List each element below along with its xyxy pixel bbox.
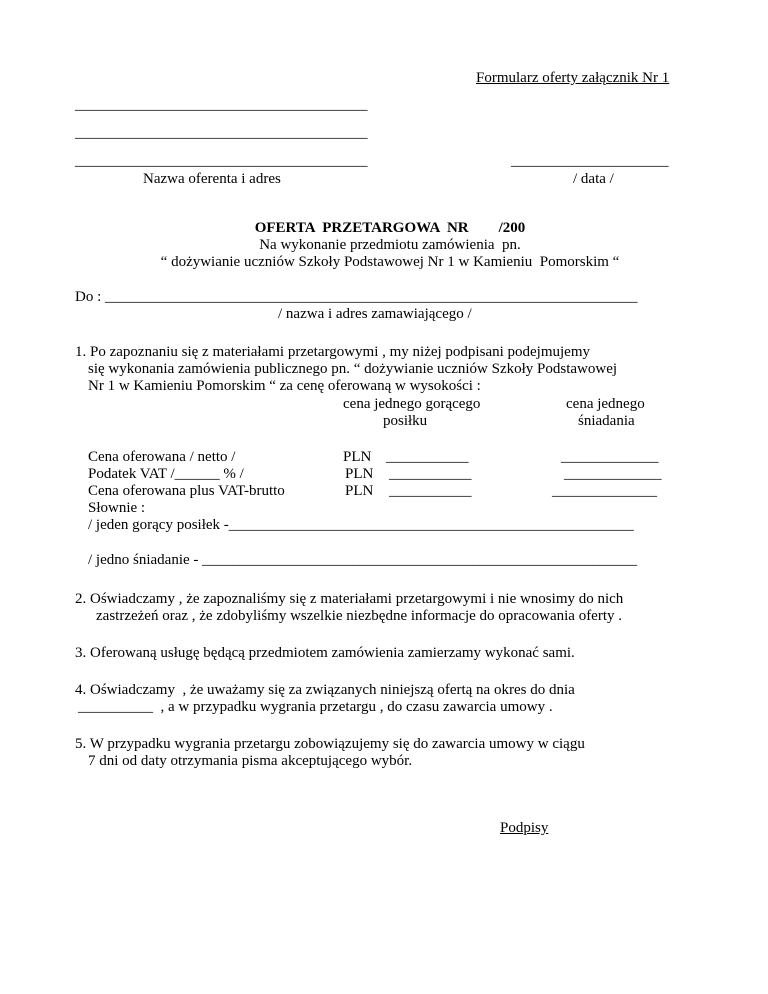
price-row-gross-label: Cena oferowana plus VAT-brutto xyxy=(88,483,285,499)
section2-line-1: 2. Oświadczamy , że zapoznaliśmy się z materiałami przetargowymi i nie wnosimy do nich xyxy=(75,591,624,607)
signatures-label: Podpisy xyxy=(500,820,549,836)
section5-line-1: 5. W przypadku wygrania przetargu zobowiązujemy się do zawarcia umowy w ciągu xyxy=(75,736,585,752)
section2-line-2: zastrzeżeń oraz , że zdobyliśmy wszelkie niezbędne informacje do opracowania oferty . xyxy=(96,608,623,624)
bidder-line-1: _______________________________________ xyxy=(75,97,368,113)
column-hot-meal-label: cena jednego gorącego xyxy=(343,396,481,412)
price-row-net-hot-field[interactable]: ___________ xyxy=(386,449,469,465)
section4-line-2: __________ , a w przypadku wygrania przetargu , do czasu zawarcia umowy . xyxy=(78,699,553,715)
price-row-vat-hot-field[interactable]: ___________ xyxy=(389,466,472,482)
section1-line-2: się wykonania zamówienia publicznego pn. “ dożywianie uczniów Szkoły Podstawowej xyxy=(88,361,618,377)
bidder-name-caption: Nazwa oferenta i adres xyxy=(143,171,281,187)
price-row-net-breakfast-field[interactable]: _____________ xyxy=(561,449,659,465)
offer-subtitle-1: Na wykonanie przedmiotu zamówienia pn. xyxy=(259,237,521,253)
attachment-label: Formularz oferty załącznik Nr 1 xyxy=(476,70,670,86)
in-words-label: Słownie : xyxy=(88,500,146,516)
price-row-gross-hot-field[interactable]: ___________ xyxy=(389,483,472,499)
breakfast-in-words-line[interactable]: / jedno śniadanie - __________________________________________________________ xyxy=(88,552,638,568)
date-line: _____________________ xyxy=(511,153,669,169)
section3-line-1: 3. Oferowaną usługę będącą przedmiotem zamówienia zamierzamy wykonać sami. xyxy=(75,645,575,661)
price-row-vat-label: Podatek VAT /______ % / xyxy=(88,466,244,482)
hot-meal-in-words-line[interactable]: / jeden gorący posiłek -______________________________________________________ xyxy=(88,517,634,533)
date-caption: / data / xyxy=(573,171,614,187)
section4-line-1: 4. Oświadczamy , że uważamy się za związanych niniejszą ofertą na okres do dnia xyxy=(75,682,575,698)
section1-line-3: Nr 1 w Kamieniu Pomorskim “ za cenę oferowaną w wysokości : xyxy=(88,378,481,394)
price-row-gross-breakfast-field[interactable]: ______________ xyxy=(552,483,657,499)
price-row-net-label: Cena oferowana / netto / xyxy=(88,449,236,465)
column-hot-meal-label-2: posiłku xyxy=(383,413,428,429)
price-row-vat-currency: PLN xyxy=(345,466,374,482)
section5-line-2: 7 dni od daty otrzymania pisma akceptującego wybór. xyxy=(88,753,413,769)
section1-line-1: 1. Po zapoznaniu się z materiałami przetargowymi , my niżej podpisani podejmujemy xyxy=(75,344,591,360)
recipient-caption: / nazwa i adres zamawiającego / xyxy=(278,306,472,322)
bidder-line-3: _______________________________________ xyxy=(75,153,368,169)
column-breakfast-label: cena jednego xyxy=(566,396,645,412)
price-row-gross-currency: PLN xyxy=(345,483,374,499)
offer-subtitle-2: “ dożywianie uczniów Szkoły Podstawowej Nr 1 w Kamieniu Pomorskim “ xyxy=(160,254,620,270)
recipient-line: Do : _______________________________________________________________________ xyxy=(75,289,638,305)
price-row-net-currency: PLN xyxy=(343,449,372,465)
bidder-line-2: _______________________________________ xyxy=(75,125,368,141)
column-breakfast-label-2: śniadania xyxy=(578,413,635,429)
price-row-vat-breakfast-field[interactable]: _____________ xyxy=(564,466,662,482)
offer-heading: OFERTA PRZETARGOWA NR /200 xyxy=(254,220,526,236)
